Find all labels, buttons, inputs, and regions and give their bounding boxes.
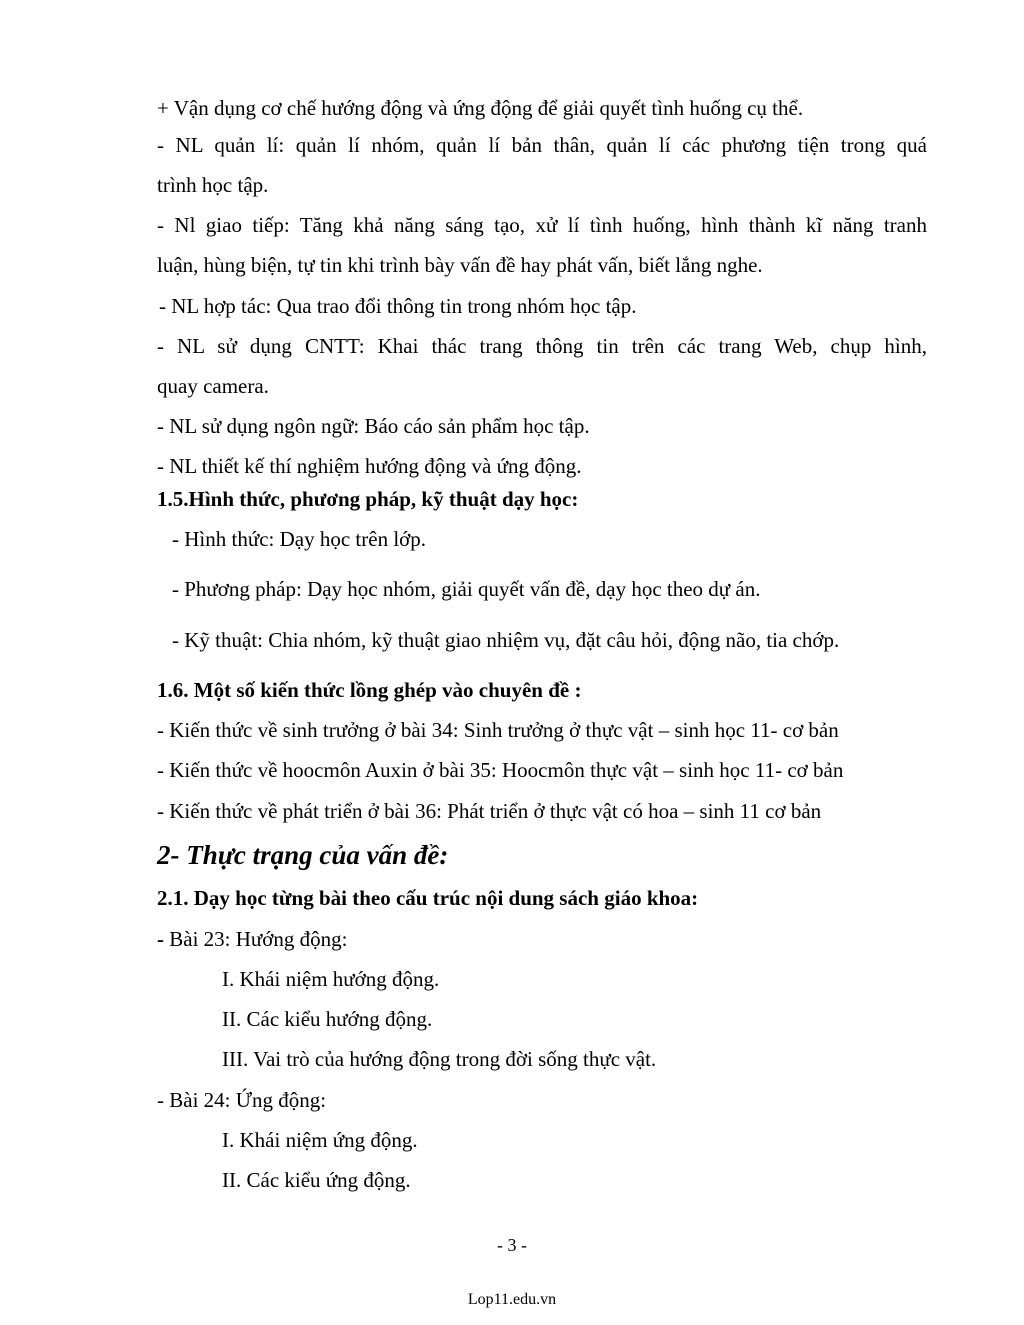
text-line: - NL hợp tác: Qua trao đổi thông tin trong nhóm học tập. [159,294,637,318]
text-line: - NL sử dụng CNTT: Khai thác trang thông tin trên các trang Web, chụp hình, [157,334,927,358]
text-line: - NL thiết kế thí nghiệm hướng động và ứng động. [157,454,582,478]
text-line [157,925,927,953]
text-line: luận, hùng biện, tự tin khi trình bày vấn đề hay phát vấn, biết lắng nghe. [157,253,763,277]
section-heading-1-5: 1.5.Hình thức, phương pháp, kỹ thuật dạy học: [157,487,579,511]
text-line: - Nl giao tiếp: Tăng khả năng sáng tạo, xử lí tình huống, hình thành kĩ năng tranh [157,213,927,237]
text-line: - Hình thức: Dạy học trên lớp. [172,527,427,551]
text-line: trình học tập. [157,173,269,197]
page-number: - 3 - [497,1235,527,1255]
text-line: - NL sử dụng ngôn ngữ: Báo cáo sản phẩm học tập. [157,414,590,438]
text-line: I. Khái niệm hướng động. [222,967,440,991]
text-line: - Kiến thức về sinh trưởng ở bài 34: Sinh trưởng ở thực vật – sinh học 11- cơ bản [157,718,839,742]
section-heading-2-1: 2.1. Dạy học từng bài theo cấu trúc nội dung sách giáo khoa: [157,886,699,910]
text-line: - Phương pháp: Dạy học nhóm, giải quyết vấn đề, dạy học theo dự án. [172,577,761,601]
text-line: II. Các kiểu ứng động. [222,1168,411,1192]
text-line: - Kiến thức về hoocmôn Auxin ở bài 35: Hoocmôn thực vật – sinh học 11- cơ bản [157,758,844,782]
text-line: II. Các kiểu hướng động. [222,1007,433,1031]
text-line: - Kiến thức về phát triển ở bài 36: Phát triển ở thực vật có hoa – sinh 11 cơ bản [157,799,822,823]
text-line-content: Bài 23: Hướng động: [164,927,348,951]
section-heading-1-6: 1.6. Một số kiến thức lồng ghép vào chuyên đề : [157,678,582,702]
text-line: - Kỹ thuật: Chia nhóm, kỹ thuật giao nhiệm vụ, đặt câu hỏi, động não, tia chớp. [172,628,840,652]
text-line: III. Vai trò của hướng động trong đời sống thực vật. [222,1047,657,1071]
text-line: - Bài 24: Ứng động: [157,1088,327,1112]
text-line: I. Khái niệm ứng động. [222,1128,418,1152]
text-line: quay camera. [157,374,269,398]
footer-site: Lop11.edu.vn [467,1291,557,1308]
bold-dash: - [157,927,164,951]
text-line: - NL quản lí: quản lí nhóm, quản lí bản thân, quản lí các phương tiện trong quá [157,133,927,157]
section-heading-2: 2- Thực trạng của vấn đề: [157,840,449,870]
text-line: + Vận dụng cơ chế hướng động và ứng động để giải quyết tình huống cụ thể. [157,96,804,120]
